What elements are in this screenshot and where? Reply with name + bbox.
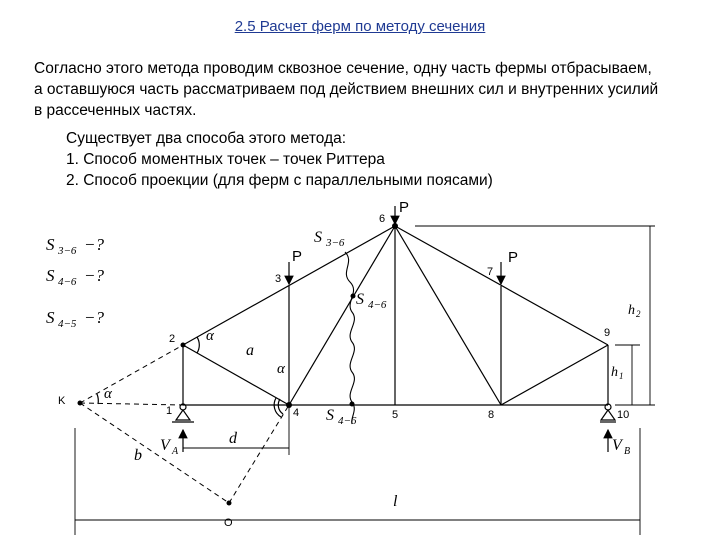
unknowns-list [46, 235, 104, 330]
node-label-1: 1 [166, 405, 173, 417]
force-S46-low-sub: 4−6 [338, 415, 357, 427]
slide-title-text: 2.5 Расчет ферм по методу сечения [234, 18, 486, 35]
unknown-S46-sub: 4−6 [58, 276, 77, 288]
reaction-VB-sub: B [624, 446, 631, 457]
angle-alpha-node-2: α [206, 328, 214, 344]
unknown-S36-sub: 3−6 [58, 245, 77, 257]
angle-arc-node-2 [197, 337, 199, 353]
dimension-lines [75, 226, 655, 535]
load-label-P-6: P [399, 199, 410, 216]
node-label-5: 5 [392, 409, 399, 421]
arm-a-label: a [246, 342, 254, 359]
node-label-7: 7 [487, 266, 494, 278]
support-B [600, 404, 616, 422]
node-label-2: 2 [169, 333, 176, 345]
force-S46-letter: S [356, 291, 364, 308]
force-S36-sub: 3−6 [326, 237, 345, 249]
methods-intro: Существует два способа этого метода: [66, 130, 347, 147]
method-item-1: 1. Способ моментных точек – точек Риттера [66, 151, 385, 168]
force-S46-sub: 4−6 [368, 299, 387, 311]
unknown-S45-q: −? [84, 308, 104, 327]
load-label-P-7: P [508, 249, 519, 266]
angle-alpha-node-4: α [277, 361, 285, 377]
dim-d-label: d [229, 430, 237, 447]
method-item-2: 2. Способ проекции (для ферм с параллельными поясами) [66, 172, 493, 189]
node-label-4: 4 [293, 407, 300, 419]
truss-members [183, 226, 611, 405]
angle-alpha-K: α [104, 386, 112, 402]
arm-b-label: b [134, 447, 142, 464]
unknown-S45-sub: 4−5 [58, 318, 77, 330]
unknown-S36-q: −? [84, 235, 104, 254]
paragraph-line-1: Согласно этого метода проводим сквозное сечение, одну часть фермы отбрасываем, [34, 60, 652, 77]
force-S46-low-letter: S [326, 407, 334, 424]
dim-h1-label: h [611, 365, 618, 380]
unknown-S36-letter: S [46, 235, 55, 254]
reaction-VA-label: V [160, 437, 170, 454]
angle-arc-K [97, 394, 98, 404]
paragraph-line-2: а оставшуюся часть рассматриваем под действием внешних сил и внутренних усилий [34, 81, 659, 98]
unknown-S46-q: −? [84, 266, 104, 285]
dim-l-label: l [393, 493, 398, 510]
node-label-10: 10 [617, 409, 630, 421]
paragraph-line-3: в рассеченных частях. [34, 102, 197, 119]
node-label-6: 6 [379, 213, 386, 225]
node-label-9: 9 [604, 327, 611, 339]
dim-h2-label: h [628, 303, 635, 318]
node-label-8: 8 [488, 409, 495, 421]
section-cut-line [345, 252, 354, 424]
load-label-P-3: P [292, 248, 303, 265]
unknown-S46-letter: S [46, 266, 55, 285]
point-K-label: K [58, 395, 66, 407]
reaction-VB-label: V [612, 437, 622, 454]
construction-lines [80, 345, 289, 503]
reaction-VA-sub: A [172, 446, 179, 457]
dim-h1-sub: 1 [619, 371, 624, 381]
dim-h2-sub: 2 [636, 309, 641, 319]
unknown-S45-letter: S [46, 308, 55, 327]
force-S36-letter: S [314, 229, 322, 246]
support-A [172, 404, 194, 422]
node-labels [166, 213, 629, 421]
point-O-label: O [224, 517, 233, 529]
node-label-3: 3 [275, 273, 282, 285]
